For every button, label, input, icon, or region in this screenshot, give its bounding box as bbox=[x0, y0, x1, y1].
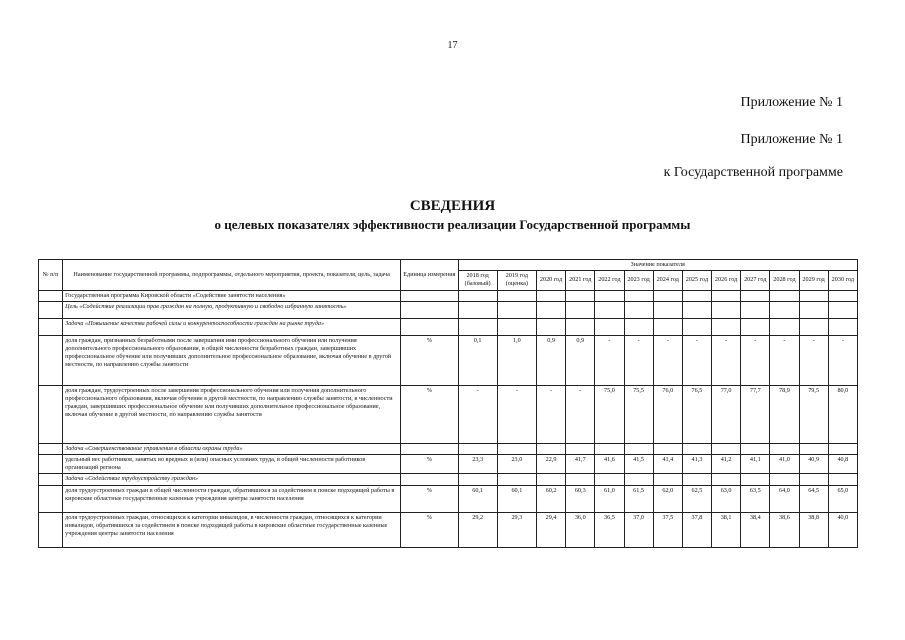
indicators-table bbox=[38, 259, 858, 548]
indicator-value: 23,3 bbox=[458, 455, 497, 474]
document-title: СВЕДЕНИЯ bbox=[409, 198, 496, 214]
year-header: 2027 год bbox=[741, 271, 770, 290]
task-row bbox=[39, 443, 858, 454]
indicator-value: 41,4 bbox=[653, 455, 682, 474]
task-row bbox=[39, 318, 858, 335]
indicator-value: 40,0 bbox=[828, 512, 857, 547]
indicator-value: 75,5 bbox=[624, 385, 653, 443]
indicator-value: 38,6 bbox=[770, 512, 799, 547]
indicator-name: доля трудоустроенных граждан, относящихся к категории инвалидов, в численности граждан, относящихся к категории инвалидов, обратившихся за содействием в поиске подходящей работы в кировские областные государственные казенные учреждения центры занятости населения bbox=[63, 512, 401, 547]
indicator-value: 29,4 bbox=[536, 512, 565, 547]
indicator-value: 37,0 bbox=[624, 512, 653, 547]
indicator-name: доля граждан, трудоустроенных после завершения профессионального обучения или получения дополнительного профессионального образования, включая обучение в другой местности, по направлению службы занятости, в численности граждан, завершивших профессиональное обучение или получивших дополнительное профессиональное образование, включая обучение в другой местности, по направлению службы занятости bbox=[63, 385, 401, 443]
indicator-row bbox=[39, 512, 858, 547]
row-number bbox=[39, 385, 63, 443]
indicator-value: 78,9 bbox=[770, 385, 799, 443]
indicator-row bbox=[39, 485, 858, 512]
values-header: Значение показателя bbox=[458, 260, 857, 271]
indicator-row bbox=[39, 385, 858, 443]
indicator-unit: % bbox=[401, 512, 458, 547]
indicator-value: 41,2 bbox=[712, 455, 741, 474]
indicator-value: 77,0 bbox=[712, 385, 741, 443]
program-row bbox=[39, 290, 858, 301]
indicator-value: - bbox=[712, 335, 741, 385]
indicator-value: 37,5 bbox=[653, 512, 682, 547]
col-name-header: Наименование государственной программы, подпрограммы, отдельного мероприятия, проекта, показателя, цель, задача bbox=[63, 260, 401, 291]
indicator-value: 60,3 bbox=[566, 485, 595, 512]
goal-row bbox=[39, 301, 858, 318]
program-name: Государственная программа Кировской области «Содействие занятости населения» bbox=[63, 290, 401, 301]
indicator-value: 40,9 bbox=[799, 455, 828, 474]
indicator-unit: % bbox=[401, 335, 458, 385]
year-header: 2018 год (базовый) bbox=[458, 271, 497, 290]
year-header: 2026 год bbox=[712, 271, 741, 290]
indicator-value: 38,8 bbox=[799, 512, 828, 547]
col-number-header: № п/п bbox=[39, 260, 63, 291]
indicator-value: 41,5 bbox=[624, 455, 653, 474]
col-unit-header: Единица измерения bbox=[401, 260, 458, 291]
indicator-value: 0,9 bbox=[536, 335, 565, 385]
task-2-text: Задача «Совершенствование управления в области охраны труда» bbox=[63, 443, 401, 454]
year-header: 2029 год bbox=[799, 271, 828, 290]
appendix-line-1: Приложение № 1 bbox=[740, 95, 843, 110]
document-subtitle: о целевых показателях эффективности реализации Государственной программы bbox=[214, 217, 691, 232]
year-header: 2021 год bbox=[566, 271, 595, 290]
indicator-value: 29,3 bbox=[497, 512, 536, 547]
indicator-value: - bbox=[536, 385, 565, 443]
indicator-value: 65,0 bbox=[828, 485, 857, 512]
indicator-name: доля трудоустроенных граждан в общей численности граждан, обратившихся за содействием в поиске подходящей работы в кировские областные государственные казенные учреждения центры занятости населения bbox=[63, 485, 401, 512]
page-number: 17 bbox=[447, 40, 458, 51]
indicator-unit: % bbox=[401, 485, 458, 512]
indicator-value: 41,3 bbox=[682, 455, 711, 474]
year-header: 2023 год bbox=[624, 271, 653, 290]
indicator-value: 76,5 bbox=[682, 385, 711, 443]
year-header: 2024 год bbox=[653, 271, 682, 290]
year-header: 2022 год bbox=[595, 271, 624, 290]
indicator-value: 76,0 bbox=[653, 385, 682, 443]
indicator-value: - bbox=[682, 335, 711, 385]
indicator-value: 37,8 bbox=[682, 512, 711, 547]
indicator-value: 61,0 bbox=[595, 485, 624, 512]
indicator-value: - bbox=[741, 335, 770, 385]
indicator-value: 1,0 bbox=[497, 335, 536, 385]
indicator-value: 38,1 bbox=[712, 512, 741, 547]
indicator-value: 62,0 bbox=[653, 485, 682, 512]
indicator-value: 79,5 bbox=[799, 385, 828, 443]
indicator-value: 63,5 bbox=[741, 485, 770, 512]
year-header: 2025 год bbox=[682, 271, 711, 290]
indicator-value: 23,0 bbox=[497, 455, 536, 474]
indicator-value: - bbox=[566, 385, 595, 443]
indicator-value: 0,1 bbox=[458, 335, 497, 385]
task-row bbox=[39, 474, 858, 485]
indicator-value: 41,7 bbox=[566, 455, 595, 474]
indicator-value: 29,2 bbox=[458, 512, 497, 547]
indicator-value: 61,5 bbox=[624, 485, 653, 512]
appendix-line-2: Приложение № 1 bbox=[740, 132, 843, 147]
indicator-name: удельный вес работников, занятых во вредных и (или) опасных условиях труда, в общей численности работников организаций региона bbox=[63, 455, 401, 474]
year-header: 2019 год (оценка) bbox=[497, 271, 536, 290]
year-header: 2020 год bbox=[536, 271, 565, 290]
indicator-value: 41,0 bbox=[770, 455, 799, 474]
indicator-value: - bbox=[497, 385, 536, 443]
indicator-row bbox=[39, 455, 858, 474]
indicator-value: - bbox=[595, 335, 624, 385]
indicator-value: 41,6 bbox=[595, 455, 624, 474]
appendix-line-3: к Государственной программе bbox=[663, 165, 843, 180]
indicator-value: 80,0 bbox=[828, 385, 857, 443]
indicator-value: - bbox=[624, 335, 653, 385]
header-row bbox=[39, 260, 858, 271]
indicator-value: 0,9 bbox=[566, 335, 595, 385]
indicator-value: 60,1 bbox=[458, 485, 497, 512]
indicator-value: 60,2 bbox=[536, 485, 565, 512]
indicator-value: 64,0 bbox=[770, 485, 799, 512]
indicator-value: 36,5 bbox=[595, 512, 624, 547]
indicator-name: доля граждан, признанных безработными после завершения ими профессионального обучения или получения дополнительного профессионального образования, в общей численности безработных граждан, завершивших профессиональное обучение или получивших дополнительное профессиональное образование, включая обучение в другой местности, по направлению службы занятости bbox=[63, 335, 401, 385]
indicator-value: - bbox=[828, 335, 857, 385]
indicator-value: 62,5 bbox=[682, 485, 711, 512]
indicator-value: - bbox=[799, 335, 828, 385]
year-header: 2030 год bbox=[828, 271, 857, 290]
indicator-value: 64,5 bbox=[799, 485, 828, 512]
indicator-value: - bbox=[770, 335, 799, 385]
indicator-value: 41,1 bbox=[741, 455, 770, 474]
indicator-value: 77,7 bbox=[741, 385, 770, 443]
indicator-row bbox=[39, 335, 858, 385]
indicator-value: 60,1 bbox=[497, 485, 536, 512]
indicator-value: 38,4 bbox=[741, 512, 770, 547]
indicator-value: 22,9 bbox=[536, 455, 565, 474]
indicator-value: 63,0 bbox=[712, 485, 741, 512]
row-number bbox=[39, 335, 63, 385]
indicator-unit: % bbox=[401, 455, 458, 474]
year-header: 2028 год bbox=[770, 271, 799, 290]
indicator-value: 40,8 bbox=[828, 455, 857, 474]
goal-text: Цель «Содействие реализации прав граждан на полную, продуктивную и свободно избранную занятость» bbox=[63, 301, 401, 318]
indicator-value: 75,0 bbox=[595, 385, 624, 443]
row-number bbox=[39, 455, 63, 474]
indicator-value: 36,0 bbox=[566, 512, 595, 547]
indicator-value: - bbox=[458, 385, 497, 443]
indicator-value: - bbox=[653, 335, 682, 385]
task-1-text: Задача «Повышение качества рабочей силы и конкурентоспособности граждан на рынке труда» bbox=[63, 318, 401, 335]
task-3-text: Задача «Содействие трудоустройству граждан» bbox=[63, 474, 401, 485]
row-number bbox=[39, 512, 63, 547]
row-number bbox=[39, 485, 63, 512]
indicator-unit: % bbox=[401, 385, 458, 443]
